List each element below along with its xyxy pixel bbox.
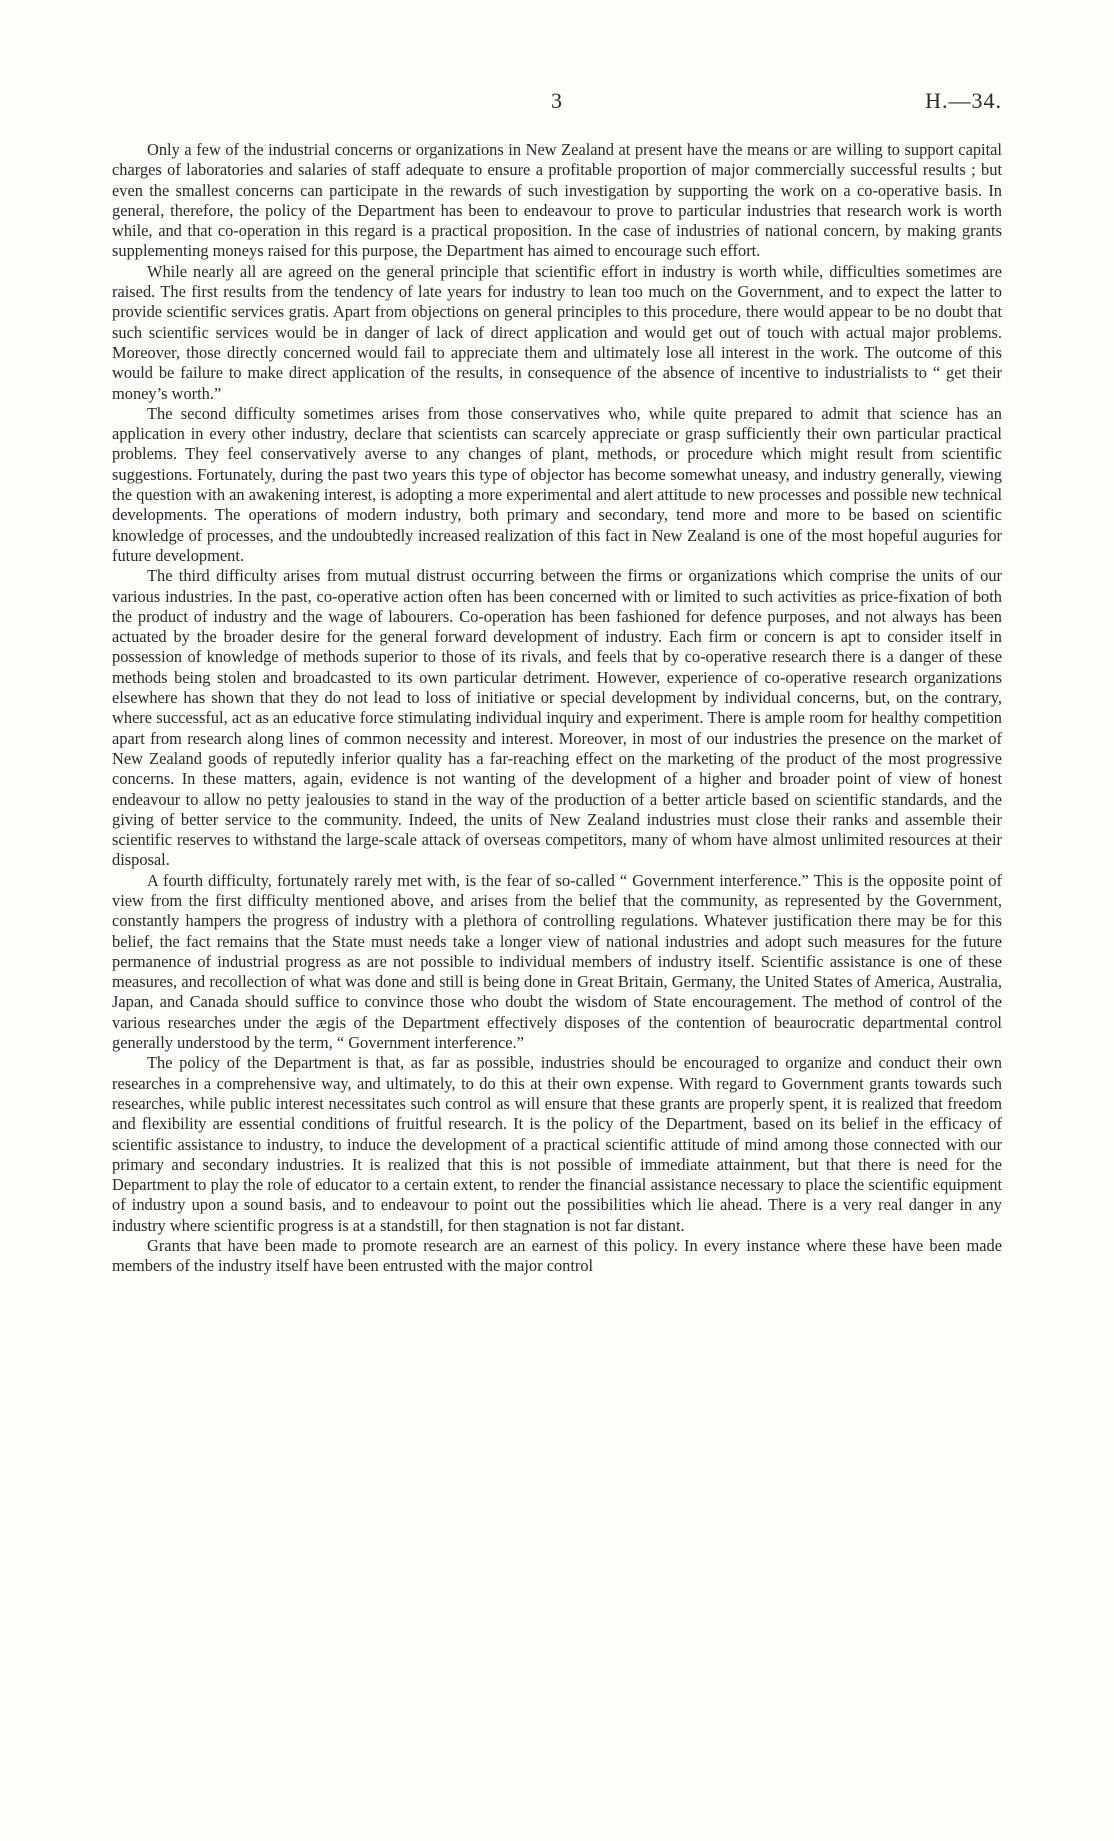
page-header bbox=[112, 88, 1002, 118]
paragraph: A fourth difficulty, fortunately rarely met with, is the fear of so-called “ Government interference.” This is the opposite point of view from the first difficulty mentioned above, and arises from the belief that the community, as represented by the Government, constantly hampers the progress of industry with a plethora of controlling regulations. Whatever justification there may be for this belief, the fact remains that the State must needs take a longer view of national industries and adopt such measures for the future permanence of industrial progress as are not possible to individual members of industry itself. Scientific assistance is one of these measures, and recollection of what was done and still is being done in Great Britain, Germany, the United States of America, Australia, Japan, and Canada should suffice to convince those who doubt the wisdom of State encouragement. The method of control of the various researches under the ægis of the Department effectively disposes of the contention of beaurocratic departmental control generally understood by the term, “ Government interference.” bbox=[112, 870, 1002, 1053]
paragraph: The policy of the Department is that, as far as possible, industries should be encouraged to organize and conduct their own researches in a comprehensive way, and ultimately, to do this at their own expense. With regard to Government grants towards such researches, while public interest necessitates such control as will ensure that these grants are properly spent, it is realized that freedom and flexibility are essential conditions of fruitful research. It is the policy of the Department, based on its belief in the efficacy of scientific assistance to industry, to induce the development of a practical scientific attitude of mind among those connected with our primary and secondary industries. It is realized that this is not possible of immediate attainment, but that there is need for the Department to play the role of educator to a certain extent, to render the financial assistance necessary to place the scientific equipment of industry upon a sound basis, and to endeavour to point out the possibilities which lie ahead. There is a very real danger in any industry where scientific progress is at a standstill, for then stagnation is not far distant. bbox=[112, 1053, 1002, 1235]
paragraph: The second difficulty sometimes arises from those conservatives who, while quite prepared to admit that science has an application in every other industry, declare that scientists can scarcely appreciate or grasp sufficiently their own particular practical problems. They feel conservatively averse to any changes of plant, methods, or procedure which might result from scientific suggestions. Fortunately, during the past two years this type of objector has become somewhat uneasy, and industry generally, viewing the question with an awakening interest, is adopting a more experimental and alert attitude to new processes and possible new technical developments. The operations of modern industry, both primary and secondary, tend more and more to be based on scientific knowledge of processes, and the undoubtedly increased realization of this fact in New Zealand is one of the most hopeful auguries for future development. bbox=[112, 403, 1002, 565]
body-text bbox=[112, 140, 1002, 1277]
paragraph: While nearly all are agreed on the general principle that scientific effort in industry is worth while, difficulties sometimes are raised. The first results from the tendency of late years for industry to lean too much on the Government, and to expect the latter to provide scientific services gratis. Apart from objections on general principles to this procedure, there would appear to be no doubt that such scientific services would be in danger of lack of direct application and would get out of touch with actual major problems. Moreover, those directly concerned would fail to appreciate them and ultimately lose all interest in the work. The outcome of this would be failure to make direct application of the results, in consequence of the absence of incentive to industrialists to “ get their money’s worth.” bbox=[112, 261, 1002, 403]
document-reference: H.—34. bbox=[925, 88, 1002, 113]
paragraph: Only a few of the industrial concerns or organizations in New Zealand at present have the means or are willing to support capital charges of laboratories and salaries of staff adequate to ensure a profitable proportion of major commercially successful results ; but even the smallest concerns can participate in the rewards of such investigation by supporting the work on a co-operative basis. In general, therefore, the policy of the Department has been to endeavour to prove to particular industries that research work is worth while, and that co-operation in this regard is a practical proposition. In the case of industries of national concern, by making grants supplementing moneys raised for this purpose, the Department has aimed to encourage such effort. bbox=[112, 140, 1002, 261]
paragraph: Grants that have been made to promote research are an earnest of this policy. In every instance where these have been made members of the industry itself have been entrusted with the major control bbox=[112, 1236, 1002, 1276]
paragraph: The third difficulty arises from mutual distrust occurring between the firms or organizations which comprise the units of our various industries. In the past, co-operative action often has been concerned with or limited to such activities as price-fixation of both the product of industry and the wage of labourers. Co-operation has been fashioned for defence purposes, and not always has been actuated by the broader desire for the general forward development of industry. Each firm or concern is apt to consider itself in possession of knowledge of methods superior to those of its rivals, and feels that by co-operative research there is a danger of these methods being stolen and broadcasted to its own particular detriment. However, experience of co-operative research organizations elsewhere has shown that they do not lead to loss of initiative or special development by individual concerns, but, on the contrary, where successful, act as an educative force stimulating individual inquiry and experiment. There is ample room for healthy competition apart from research along lines of common necessity and interest. Moreover, in most of our industries the presence on the market of New Zealand goods of reputedly inferior quality has a far-reaching effect on the marketing of the product of the most progressive concerns. In these matters, again, evidence is not wanting of the development of a higher and broader point of view of honest endeavour to allow no petty jealousies to stand in the way of the production of a better article based on scientific standards, and the giving of better service to the community. Indeed, the units of New Zealand industries must close their ranks and assemble their scientific reserves to withstand the large-scale attack of overseas competitors, many of whom have almost unlimited resources at their disposal. bbox=[112, 566, 1002, 870]
page-number: 3 bbox=[551, 88, 563, 113]
